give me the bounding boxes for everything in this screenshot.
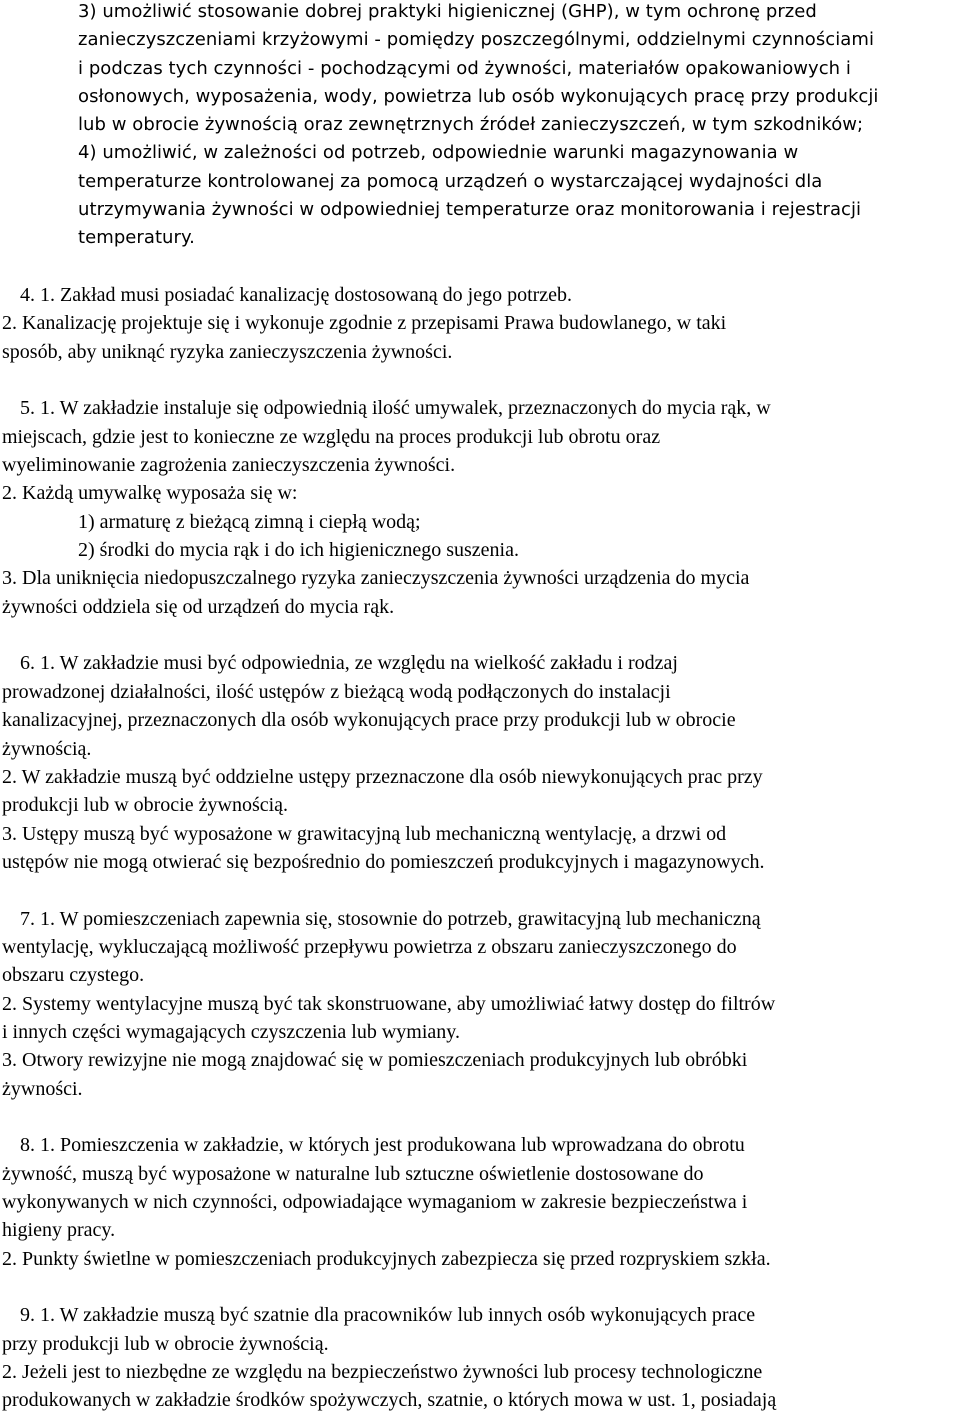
text-line: wykonywanych w nich czynności, odpowiadające wymaganiom w zakresie bezpieczeństwa i <box>2 1191 748 1213</box>
text-line: 9. 1. W zakładzie muszą być szatnie dla pracowników lub innych osób wykonujących prace <box>20 1304 756 1327</box>
text-line: żywności oddziela się od urządzeń do mycia rąk. <box>2 595 395 618</box>
section-5 <box>2 366 958 621</box>
intro-line: 4) umożliwić, w zależności od potrzeb, odpowiednie warunki magazynowania w <box>78 142 799 164</box>
text-line: kanalizacyjnej, przeznaczonych dla osób wykonujących prace przy produkcji lub w obrocie <box>2 709 736 732</box>
section-9 <box>2 1273 958 1415</box>
text-line: 2. Systemy wentylacyjne muszą być tak skonstruowane, aby umożliwiać łatwy dostęp do filtrów <box>2 992 776 1015</box>
section-8 <box>2 1103 958 1273</box>
text-line: produkcji lub w obrocie żywnością. <box>2 794 289 817</box>
intro-line: temperatury. <box>78 227 195 249</box>
list-item: 1) armaturę z bieżącą zimną i ciepłą wodą; <box>78 510 421 533</box>
text-line: 2. Punkty świetlne w pomieszczeniach produkcyjnych zabezpiecza się przed rozpryskiem szkła. <box>2 1247 771 1270</box>
text-line: 5. 1. W zakładzie instaluje się odpowiednią ilość umywalek, przeznaczonych do mycia rąk, w <box>20 397 771 420</box>
text-line: 6. 1. W zakładzie musi być odpowiednia, ze względu na wielkość zakładu i rodzaj <box>20 652 678 675</box>
text-line: 3. Ustępy muszą być wyposażone w grawitacyjną lub mechaniczną wentylację, a drzwi od <box>2 822 727 845</box>
intro-line: i podczas tych czynności - pochodzącymi od żywności, materiałów opakowaniowych i <box>78 57 851 79</box>
intro-line: osłonowych, wyposażenia, wody, powietrza lub osób wykonujących pracę przy produkcji <box>78 85 879 107</box>
paragraph-spacer <box>2 1103 958 1131</box>
section-7 <box>2 876 958 1103</box>
text-line: 3. Dla uniknięcia niedopuszczalnego ryzyka zanieczyszczenia żywności urządzenia do mycia <box>2 567 750 590</box>
text-line: 3. Otwory rewizyjne nie mogą znajdować się w pomieszczeniach produkcyjnych lub obróbki <box>2 1049 748 1072</box>
section-4 <box>2 281 958 366</box>
text-line: prowadzonej działalności, ilość ustępów z bieżącą wodą podłączonych do instalacji <box>2 680 671 703</box>
text-line: higieny pracy. <box>2 1219 116 1242</box>
text-line: 4. 1. Zakład musi posiadać kanalizację dostosowaną do jego potrzeb. <box>20 284 573 306</box>
paragraph-spacer <box>2 876 958 904</box>
text-line: miejscach, gdzie jest to konieczne ze względu na proces produkcji lub obrotu oraz <box>2 425 661 448</box>
text-line: przy produkcji lub w obrocie żywnością. <box>2 1332 329 1355</box>
text-line: żywności. <box>2 1077 83 1100</box>
intro-line: utrzymywania żywności w odpowiedniej temperaturze oraz monitorowania i rejestracji <box>78 199 862 221</box>
intro-line: temperaturze kontrolowanej za pomocą urządzeń o wystarczającej wydajności dla <box>78 170 823 192</box>
text-line: i innych części wymagających czyszczenia lub wymiany. <box>2 1020 460 1043</box>
text-line: 2. Jeżeli jest to niezbędne ze względu na bezpieczeństwo żywności lub procesy technologiczne <box>2 1361 763 1384</box>
intro-list-block <box>78 0 954 253</box>
intro-line: 3) umożliwić stosowanie dobrej praktyki higienicznej (GHP), w tym ochronę przed <box>78 1 817 22</box>
intro-line: zanieczyszczeniami krzyżowymi - pomiędzy poszczególnymi, oddzielnymi czynnościami <box>78 29 875 51</box>
section-6 <box>2 621 958 876</box>
paragraph-spacer <box>2 1273 958 1301</box>
text-line: 8. 1. Pomieszczenia w zakładzie, w których jest produkowana lub wprowadzana do obrotu <box>20 1134 745 1157</box>
paragraph-spacer <box>2 621 958 649</box>
text-line: produkowanych w zakładzie środków spożywczych, szatnie, o których mowa w ust. 1, posiadają <box>2 1389 777 1412</box>
text-line: sposób, aby uniknąć ryzyka zanieczyszczenia żywności. <box>2 340 453 363</box>
text-line: ustępów nie mogą otwierać się bezpośrednio do pomieszczeń produkcyjnych i magazynowych. <box>2 850 765 873</box>
text-line: wentylację, wykluczającą możliwość przepływu powietrza z obszaru zanieczyszczonego do <box>2 935 737 958</box>
list-item: 2) środki do mycia rąk i do ich higienicznego suszenia. <box>78 539 519 562</box>
text-line: żywność, muszą być wyposażone w naturalne lub sztuczne oświetlenie dostosowane do <box>2 1162 704 1185</box>
text-line: 7. 1. W pomieszczeniach zapewnia się, stosownie do potrzeb, grawitacyjną lub mechaniczną <box>20 907 761 930</box>
text-line: wyeliminowanie zagrożenia zanieczyszczenia żywności. <box>2 454 456 477</box>
text-line: 2. W zakładzie muszą być oddzielne ustępy przeznaczone dla osób niewykonujących prac przy <box>2 765 763 788</box>
text-line: 2. Każdą umywalkę wyposaża się w: <box>2 482 298 505</box>
text-line: obszaru czystego. <box>2 964 145 987</box>
paragraph-spacer <box>2 366 958 394</box>
text-line: żywnością. <box>2 737 92 760</box>
text-line: 2. Kanalizację projektuje się i wykonuje zgodnie z przepisami Prawa budowlanego, w taki <box>2 312 727 335</box>
regulation-sections <box>2 281 958 1415</box>
intro-line: lub w obrocie żywnością oraz zewnętrznych źródeł zanieczyszczeń, w tym szkodników; <box>78 114 864 136</box>
